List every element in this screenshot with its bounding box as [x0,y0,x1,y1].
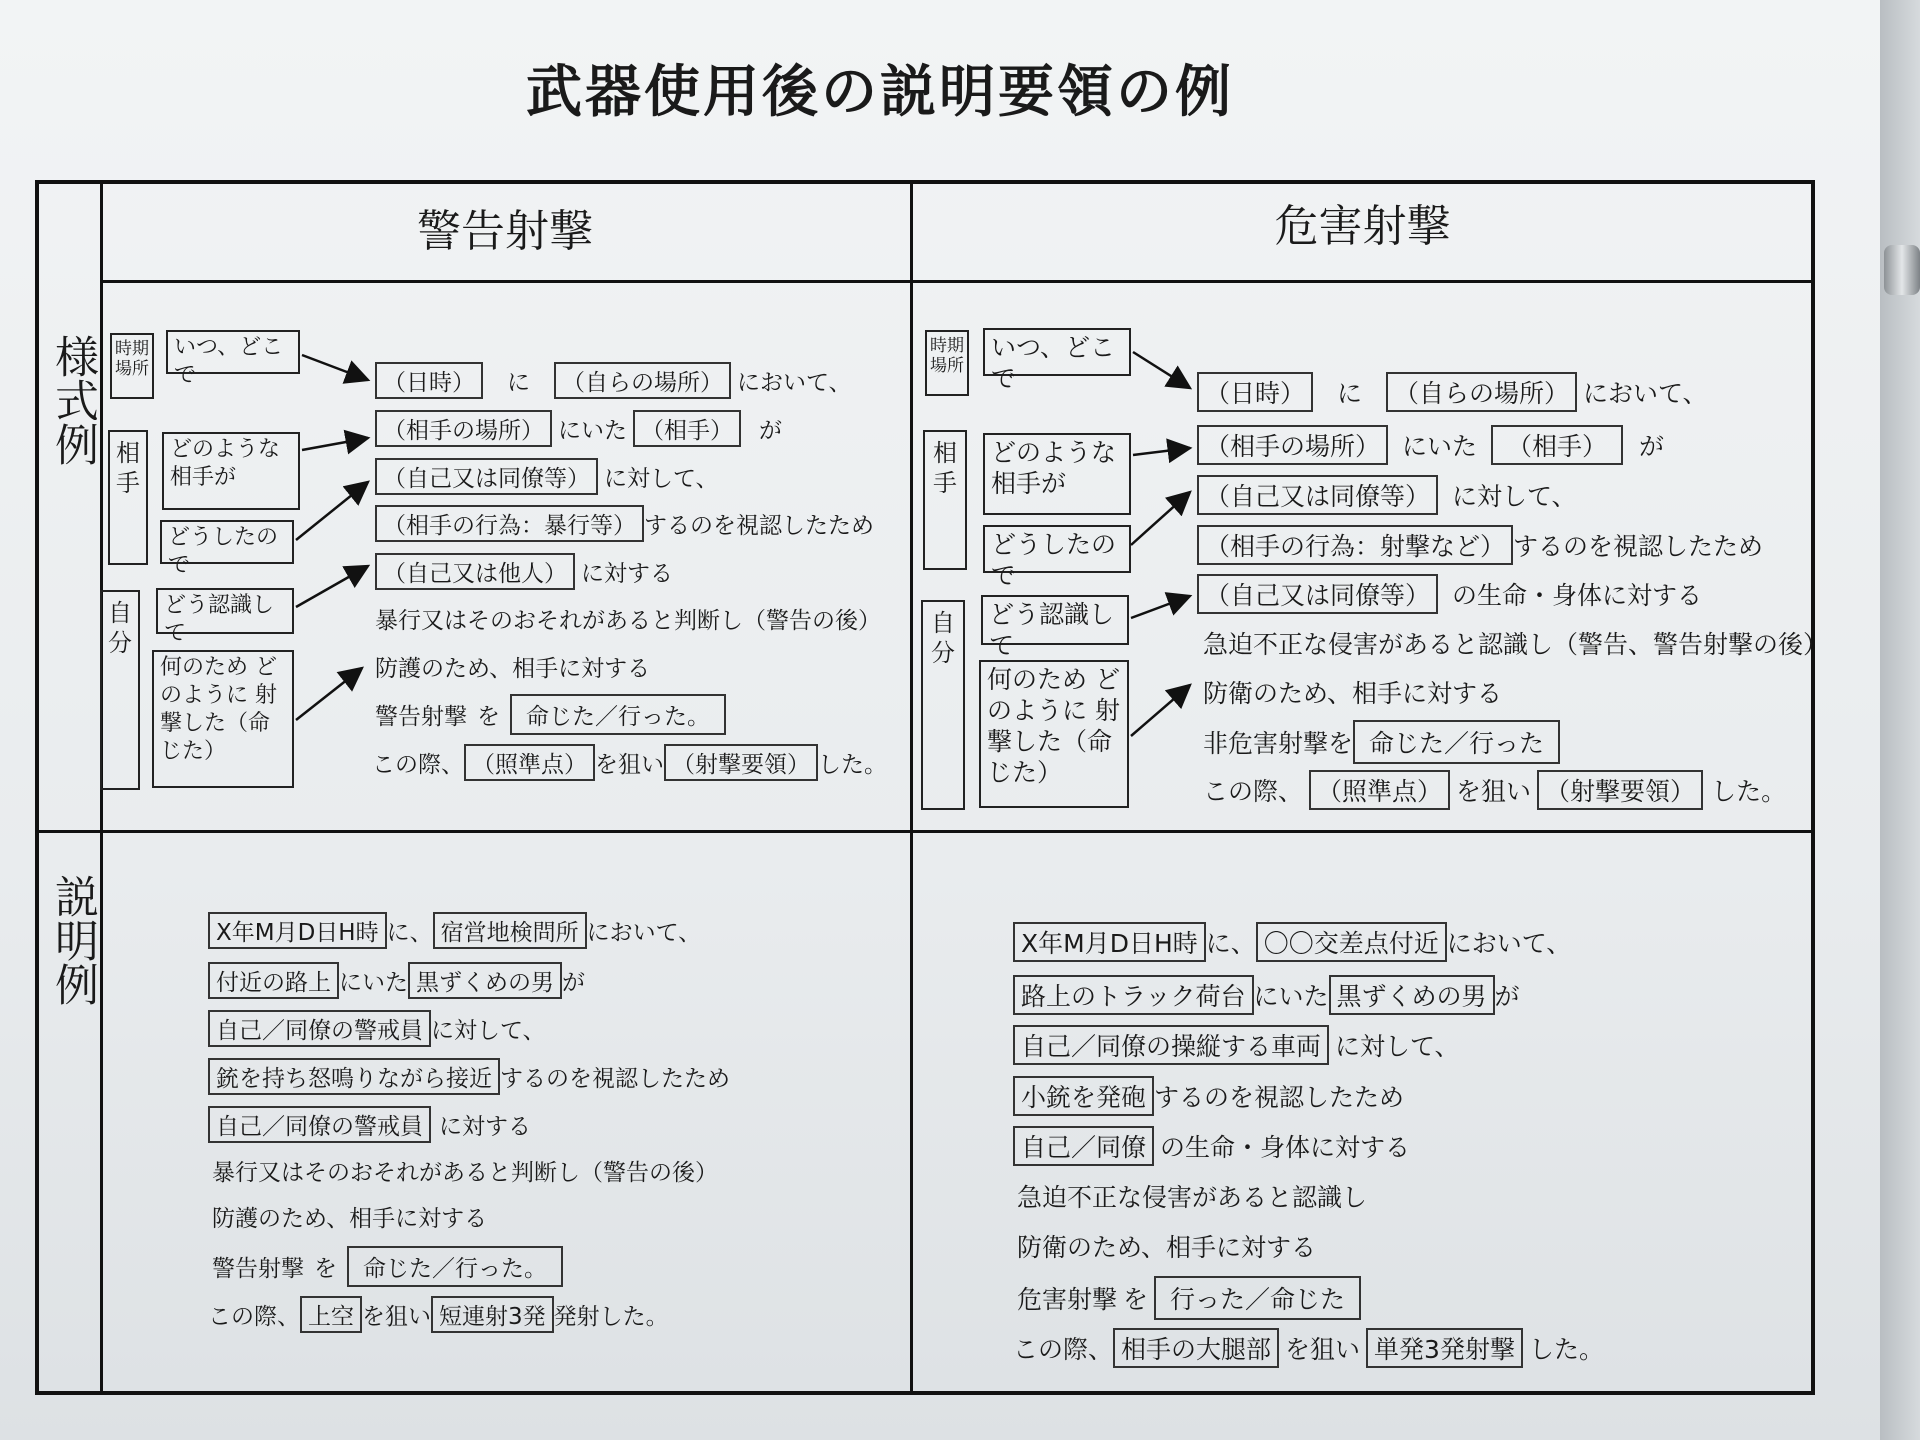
exp-r-line8 [1017,1276,1361,1320]
text: 発射した。 [553,1304,669,1330]
fmt-l-line2 [375,410,782,447]
q-how: 何のため どのように 射撃した（命じた） [152,650,294,788]
text: が [562,970,585,996]
document-title: 武器使用後の説明要領の例 [526,60,1234,125]
fmt-r-line6: 急迫不正な侵害があると認識し（警告、警告射撃の後） [1203,630,1829,659]
text: するのを視認したため [644,513,874,539]
fmt-r-line8 [1203,720,1560,764]
tag-time-place: 時期場所 [925,330,969,396]
fmt-r-line4 [1197,525,1763,565]
text: が [1639,432,1665,461]
text: この際、 [208,1304,300,1330]
text: の生命・身体に対する [1160,1133,1411,1162]
exp-l-target-2: 自己／同僚の警戒員 [208,1106,431,1143]
exp-l-order: 命じた／行った。 [347,1246,563,1287]
text: にいた [1402,432,1478,461]
fmt-r-self-colleague: （自己又は同僚等） [1197,475,1438,515]
text: を狙い [1456,777,1532,806]
text: に対して、 [431,1018,546,1044]
fmt-r-line3 [1197,475,1577,515]
text: を狙い [362,1304,431,1330]
exp-l-method: 短連射3発 [431,1296,554,1333]
fmt-r-opp-place: （相手の場所） [1197,425,1388,465]
fmt-r-aim: （照準点） [1309,770,1450,810]
binder-edge [1880,0,1920,1440]
fmt-r-self-colleague-2: （自己又は同僚等） [1197,574,1438,614]
exp-r-line6: 急迫不正な侵害があると認識し [1017,1183,1368,1212]
fmt-l-act: （相手の行為：暴行等） [375,505,644,542]
q-when-where: いつ、どこで [166,330,300,374]
tag-time-place: 時期場所 [110,333,154,399]
header-warning-shot: 警告射撃 [417,206,593,257]
text: にいた [558,418,627,444]
text: に対して、 [1335,1032,1460,1061]
exp-r-place: 〇〇交差点付近 [1256,922,1447,962]
q-what-did: どうしたので [983,525,1131,573]
exp-r-line5 [1013,1126,1410,1166]
exp-r-line2 [1013,975,1520,1015]
text: にいた [339,970,408,996]
q-when-where: いつ、どこで [983,328,1131,376]
exp-l-datetime: X年M月D日H時 [208,912,387,949]
q-recognize: どう認識して [981,595,1129,645]
exp-r-opponent: 黒ずくめの男 [1329,975,1495,1015]
text: この際、 [372,752,464,778]
exp-r-line1 [1013,922,1571,962]
text: に、 [1205,929,1256,958]
fmt-l-line1 [375,362,852,399]
text: において、 [586,920,702,946]
text: 警告射撃 [212,1256,304,1282]
text: にいた [1253,982,1329,1011]
fmt-l-line9 [372,744,887,781]
text: を [314,1256,337,1282]
fmt-l-line3 [375,458,719,495]
text: した。 [818,752,887,778]
exp-r-method: 単発3発射撃 [1366,1328,1523,1368]
text: に [1337,379,1363,408]
fmt-l-own-place: （自らの場所） [554,362,731,399]
exp-l-line9 [208,1296,669,1333]
fmt-l-order: 命じた／行った。 [510,694,726,735]
fmt-r-own-place: （自らの場所） [1386,372,1577,412]
fmt-l-line8 [375,694,726,735]
exp-r-order: 行った／命じた [1154,1276,1361,1320]
text: が [1494,982,1520,1011]
text: した。 [1528,1335,1604,1364]
fmt-r-order: 命じた／行った [1353,720,1560,764]
q-who: どのような相手が [162,432,300,510]
exp-l-line7: 防護のため、相手に対する [212,1206,488,1232]
fmt-l-self-other: （自己又は他人） [375,553,575,590]
text: するのを視認したため [1154,1083,1405,1112]
exp-r-line4 [1013,1076,1404,1116]
text: 警告射撃 [375,704,467,730]
text: に対する [581,561,673,587]
exp-l-aim: 上空 [300,1296,362,1333]
exp-r-target: 自己／同僚の操縦する車両 [1013,1025,1329,1065]
tag-self: 自分 [921,600,965,810]
fmt-l-line6: 暴行又はそのおそれがあると判断し（警告の後） [375,608,881,634]
fmt-r-method: （射撃要領） [1537,770,1703,810]
row-label-format: 様式例 [47,334,98,466]
exp-l-line5 [208,1106,531,1143]
exp-r-act: 小銃を発砲 [1013,1076,1154,1116]
text: に対して、 [604,466,719,492]
q-who: どのような相手が [983,433,1131,515]
exp-l-opponent: 黒ずくめの男 [408,962,562,999]
exp-l-opp-place: 付近の路上 [208,962,339,999]
fmt-l-opp-place: （相手の場所） [375,410,552,447]
q-how: 何のため どのように 射撃した（命じた） [979,660,1129,808]
text: を狙い [595,752,664,778]
section-divider [35,830,1815,833]
fmt-r-line9 [1203,770,1786,810]
text: が [759,418,782,444]
header-harm-shot: 危害射撃 [1274,201,1451,252]
text: に、 [386,920,433,946]
exp-r-target-2: 自己／同僚 [1013,1126,1154,1166]
tag-opponent: 相手 [108,430,148,565]
text: 危害射撃 [1017,1285,1118,1314]
text: するのを視認したため [1513,532,1764,561]
exp-r-aim: 相手の大腿部 [1113,1328,1279,1368]
exp-l-target: 自己／同僚の警戒員 [208,1010,431,1047]
exp-l-line2 [208,962,585,999]
fmt-l-self-colleague: （自己又は同僚等） [375,458,598,495]
exp-l-line1 [208,912,701,949]
text: を狙い [1285,1335,1361,1364]
fmt-r-line5 [1197,574,1702,614]
fmt-r-line2 [1197,425,1664,465]
fmt-r-date: （日時） [1197,372,1313,412]
text: に [507,370,530,396]
header-divider [100,280,1815,283]
fmt-r-act: （相手の行為：射撃など） [1197,525,1513,565]
text: に対する [439,1114,531,1140]
exp-r-opp-place: 路上のトラック荷台 [1013,975,1254,1015]
text: において、 [737,370,852,396]
fmt-l-line4 [375,505,874,542]
text: この際、 [1203,777,1304,806]
fmt-l-line5 [375,553,673,590]
q-recognize: どう認識して [156,588,294,634]
row-label-explain: 説明例 [47,874,98,1006]
text: するのを視認したため [500,1066,730,1092]
text: を [1123,1285,1149,1314]
text: において、 [1446,929,1572,958]
fmt-r-line7: 防衛のため、相手に対する [1203,679,1503,708]
exp-l-line4 [208,1058,730,1095]
exp-l-place: 宿営地検問所 [433,912,587,949]
exp-l-act: 銃を持ち怒鳴りながら接近 [208,1058,500,1095]
exp-l-line3 [208,1010,546,1047]
text: に対して、 [1452,482,1577,511]
text: 非危害射撃を [1203,729,1354,758]
text: の生命・身体に対する [1452,581,1703,610]
text: を [477,704,500,730]
exp-r-line7: 防衛のため、相手に対する [1017,1233,1317,1262]
fmt-l-aim: （照準点） [464,744,595,781]
tag-self: 自分 [100,590,140,790]
exp-l-line6: 暴行又はそのおそれがあると判断し（警告の後） [212,1160,718,1186]
fmt-l-date: （日時） [375,362,483,399]
exp-l-line8 [212,1246,563,1287]
fmt-r-opponent: （相手） [1491,425,1623,465]
column-divider [910,180,913,1395]
fmt-r-line1 [1197,372,1708,412]
q-what-did: どうしたので [160,520,294,564]
text: において、 [1583,379,1708,408]
binder-ring [1884,245,1920,295]
text: この際、 [1013,1335,1114,1364]
text: した。 [1711,777,1787,806]
exp-r-datetime: X年M月D日H時 [1013,922,1206,962]
fmt-l-line7: 防護のため、相手に対する [375,656,651,682]
fmt-l-method: （射撃要領） [664,744,818,781]
exp-r-line3 [1013,1025,1460,1065]
fmt-l-opponent: （相手） [633,410,741,447]
tag-opponent: 相手 [923,430,967,570]
exp-r-line9 [1013,1328,1604,1368]
